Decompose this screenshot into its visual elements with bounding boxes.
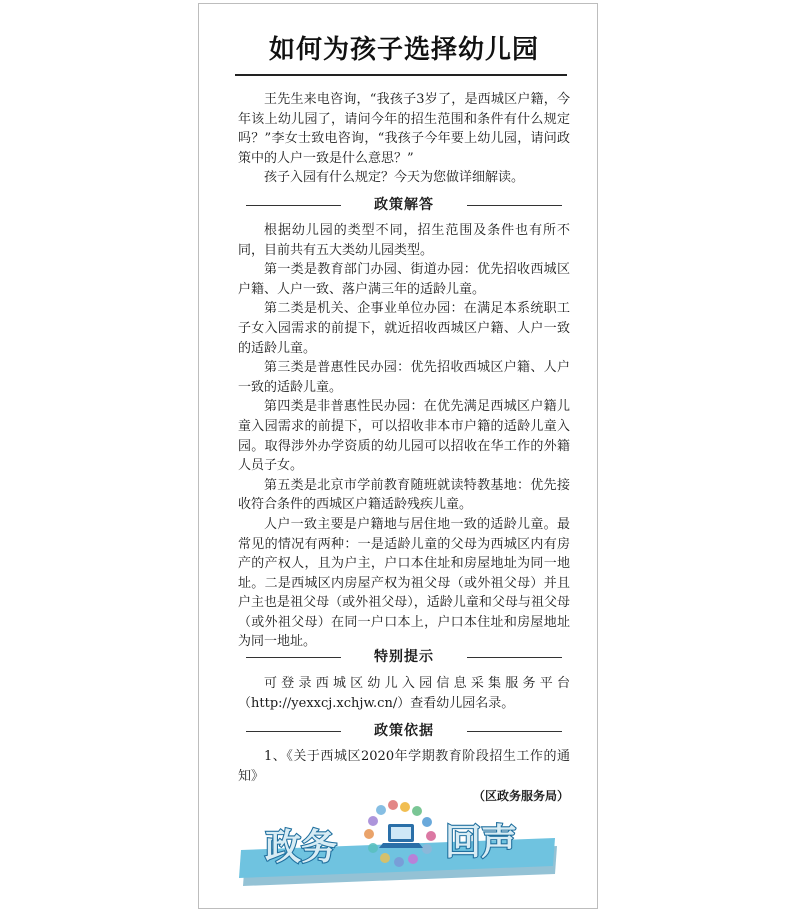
logo-graphic xyxy=(239,796,559,891)
newspaper-column xyxy=(198,3,598,909)
section-heading-policy-answer xyxy=(238,194,570,216)
section-heading-special-notice xyxy=(238,646,570,668)
paragraph: 1、《关于西城区2020年学期教育阶段招生工作的通知》 xyxy=(238,749,570,784)
heading-rule-right xyxy=(467,205,562,206)
paragraph: 第五类是北京市学前教育随班就读特教基地：优先接收符合条件的西城区户籍适龄残疾儿童。 xyxy=(238,477,570,513)
laptop-icon xyxy=(379,824,423,848)
intro-block xyxy=(238,90,570,188)
heading-rule-right xyxy=(467,657,562,658)
title-rule xyxy=(235,74,567,76)
section-heading-policy-basis xyxy=(238,720,570,742)
column-logo xyxy=(239,796,559,891)
paragraph: 第三类是普惠性民办园：优先招收西城区户籍、人户一致的适龄儿童。 xyxy=(238,360,570,395)
paragraph: 第一类是教育部门办园、街道办园：优先招收西城区户籍、人户一致、落户满三年的适龄儿童。 xyxy=(238,262,570,297)
article-source: （区政务服务局） xyxy=(472,789,569,803)
section-heading-label: 特别提示 xyxy=(374,649,434,665)
paragraph: 根据幼儿园的类型不同，招生范围及条件也有所不同，目前共有五大类幼儿园类型。 xyxy=(238,223,570,258)
article-title: 如何为孩子选择幼儿园 xyxy=(268,35,539,65)
logo-text-right: 回声 xyxy=(445,822,518,863)
policy-basis-body xyxy=(238,747,570,786)
intro-paragraph: 王先生来电咨询，“我孩子3岁了，是西城区户籍，今年该上幼儿园了，请问今年的招生范围和条件有什么规定吗？”李女士致电咨询，“我孩子今年要上幼儿园，请问政策中的人户一致是什么意思？” xyxy=(238,92,570,166)
paragraph: 可登录西城区幼儿入园信息采集服务平台（http://yexxcj.xchjw.cn/）查看幼儿园名录。 xyxy=(238,676,570,711)
section-heading-label: 政策依据 xyxy=(374,723,434,739)
section-heading-label: 政策解答 xyxy=(374,197,434,213)
heading-rule-right xyxy=(467,731,562,732)
logo-text-left: 政务 xyxy=(265,827,338,868)
policy-answer-body xyxy=(238,221,570,652)
paragraph: 第四类是非普惠性民办园：在优先满足西城区户籍儿童入园需求的前提下，可以招收非本市户籍的适龄儿童入园。取得涉外办学资质的幼儿园可以招收在华工作的外籍人员子女。 xyxy=(238,399,570,474)
paragraph: 人户一致主要是户籍地与居住地一致的适龄儿童。最常见的情况有两种：一是适龄儿童的父母为西城区内有房产的产权人，且为户主，户口本住址和房屋地址为同一地址。二是西城区内房屋产权为祖父母（或外祖父母）并且户主也是祖父母（或外祖父母），适龄儿童和父母与祖父母（或外祖父母）在同一户口本上，户口本住址和房屋地址为同一地址。 xyxy=(238,516,570,650)
intro-paragraph: 孩子入园有什么规定？今天为您做详细解读。 xyxy=(264,170,525,186)
special-notice-body xyxy=(238,674,570,713)
paragraph: 第二类是机关、企事业单位办园：在满足本系统职工子女入园需求的前提下，就近招收西城区户籍、人户一致的适龄儿童。 xyxy=(238,301,570,356)
